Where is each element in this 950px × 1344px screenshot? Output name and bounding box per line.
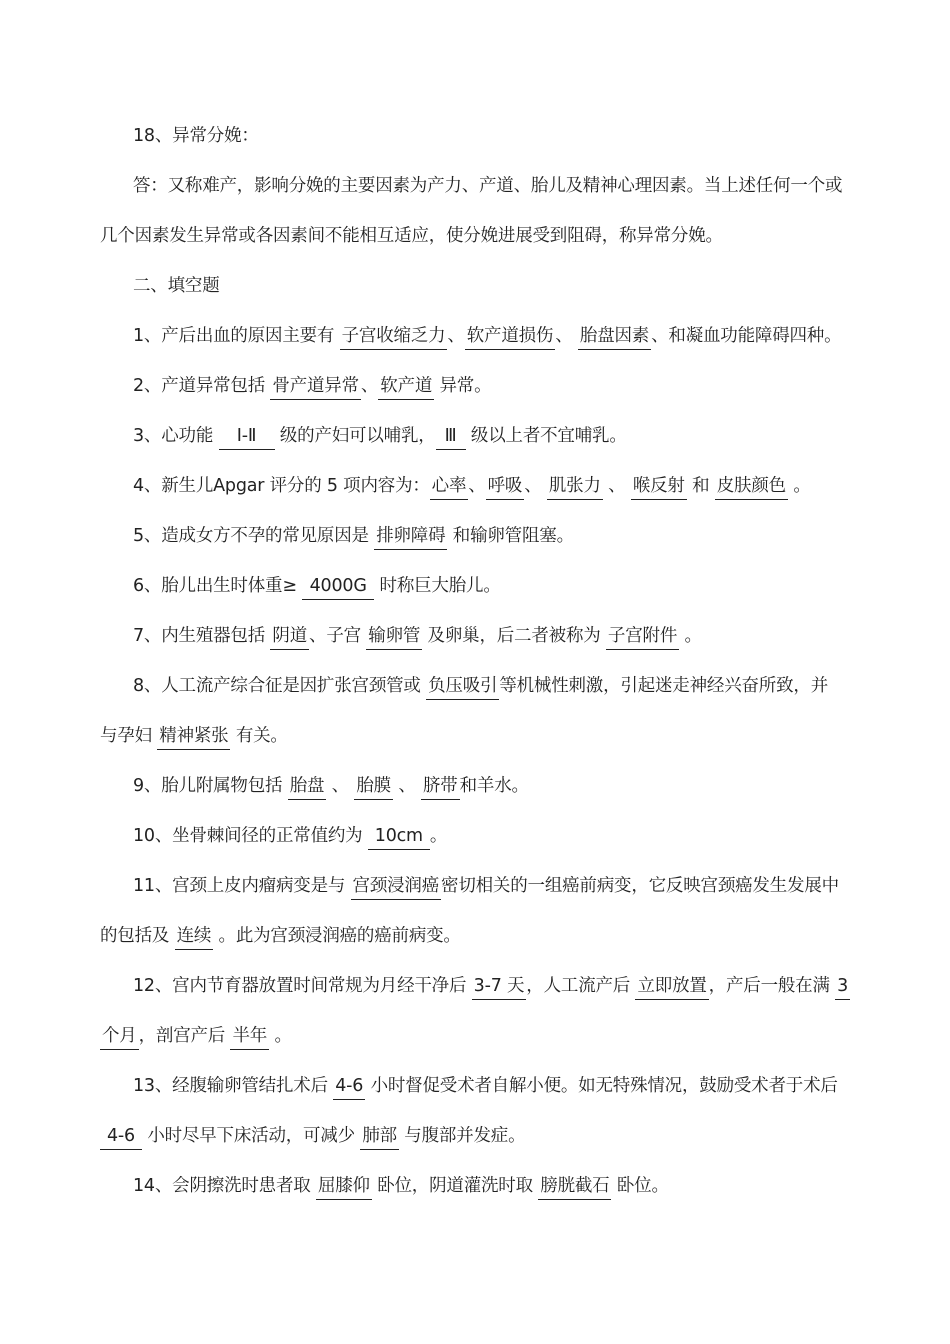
answer-blank: 精神紧张	[157, 724, 230, 750]
item-text: ，产后一般在满	[708, 976, 836, 996]
item-text: 、	[447, 326, 465, 346]
answer-blank: 肺部	[360, 1124, 399, 1150]
item-text: 7、内生殖器包括	[133, 626, 271, 646]
fill-item-8	[133, 674, 842, 700]
fill-item-11-continued	[100, 924, 842, 950]
item-text: 、	[602, 476, 631, 496]
answer-blank: 立即放置	[635, 974, 708, 1000]
item-text: 1、产后出血的原因主要有	[133, 326, 340, 346]
item-text: 。	[679, 626, 702, 646]
item-text: 8、人工流产综合征是因扩张宫颈管或	[133, 676, 427, 696]
answer-blank: 骨产道异常	[270, 374, 361, 400]
answer-blank: 负压吸引	[426, 674, 499, 700]
item-text: 9、胎儿附属物包括	[133, 776, 288, 796]
answer-blank: Ⅲ	[436, 424, 466, 450]
item-text: 。此为宫颈浸润癌的癌前病变。	[213, 926, 461, 946]
item-text: 的包括及	[100, 926, 175, 946]
item-text: 和羊水。	[459, 776, 529, 796]
fill-item-4	[133, 474, 842, 500]
answer-blank: 软产道损伤	[465, 324, 556, 350]
item-text: 卧位。	[611, 1176, 669, 1196]
fill-item-10	[133, 824, 842, 850]
answer-blank: 4000G	[302, 574, 374, 600]
fill-item-14	[133, 1174, 842, 1200]
fill-item-8-continued	[100, 724, 842, 750]
item-text: 10、坐骨棘间径的正常值约为	[133, 826, 368, 846]
item-text: 与腹部并发症。	[398, 1126, 526, 1146]
item-text: 4、新生儿Apgar 评分的 5 项内容为：	[133, 476, 430, 496]
answer-blank: 呼吸	[486, 474, 525, 500]
answer-blank: 阴道	[270, 624, 309, 650]
fill-item-5	[133, 524, 842, 550]
answer-blank: 子宫收缩乏力	[340, 324, 448, 350]
fill-item-11	[133, 874, 842, 900]
fill-item-13-continued	[100, 1124, 842, 1150]
answer-blank: 胎盘因素	[578, 324, 651, 350]
answer-blank: 子宫附件	[606, 624, 679, 650]
item-text: 11、宫颈上皮内瘤病变是与	[133, 876, 351, 896]
item-text: 等机械性刺激，引起迷走神经兴奋所致，并	[499, 676, 829, 696]
item-text: 异常。	[434, 376, 492, 396]
item-text: 和输卵管阻塞。	[447, 526, 574, 546]
answer-blank: 胎膜	[354, 774, 393, 800]
item-text: 小时尽早下床活动，可减少	[142, 1126, 361, 1146]
fill-item-7	[133, 624, 842, 650]
answer-blank: 宫颈浸润癌	[351, 874, 442, 900]
answer-blank: 胎盘	[288, 774, 327, 800]
item-text: 、	[524, 476, 547, 496]
answer-blank: 3	[835, 974, 850, 1000]
item-text: 12、宫内节育器放置时间常规为月经干净后	[133, 976, 472, 996]
fill-item-9	[133, 774, 842, 800]
section-heading: 二、填空题	[133, 276, 220, 296]
item-text: 、	[555, 326, 578, 346]
item-text: 、子宫	[309, 626, 367, 646]
question-18-title: 18、异常分娩：	[133, 126, 259, 146]
fill-item-12	[133, 974, 849, 1000]
answer-blank: 半年	[230, 1024, 269, 1050]
fill-item-2	[133, 374, 842, 400]
item-text: 卧位，阴道灌洗时取	[371, 1176, 539, 1196]
item-text: 2、产道异常包括	[133, 376, 271, 396]
item-text: 小时督促受术者自解小便。如无特殊情况，鼓励受术者于术后	[365, 1076, 838, 1096]
fill-item-6	[133, 574, 842, 600]
item-text: 级的产妇可以哺乳，	[274, 426, 436, 446]
answer-blank: 膀胱截石	[538, 1174, 611, 1200]
item-text: 时称巨大胎儿。	[374, 576, 501, 596]
question-18-answer-line-1: 答：又称难产，影响分娩的主要因素为产力、产道、胎儿及精神心理因素。当上述任何一个或	[133, 176, 843, 196]
item-text: ，剖宫产后	[138, 1026, 231, 1046]
fill-item-1	[133, 324, 842, 350]
item-text: 级以上者不宜哺乳。	[465, 426, 627, 446]
item-text: 。	[429, 826, 448, 846]
item-text: 密切相关的一组癌前病变，它反映宫颈癌发生发展中	[441, 876, 839, 896]
answer-blank: 软产道	[378, 374, 434, 400]
item-text: 和	[686, 476, 715, 496]
item-text: 、和凝血功能障碍四种。	[651, 326, 842, 346]
item-text: 、	[468, 476, 486, 496]
item-text: 有关。	[230, 726, 288, 746]
fill-item-12-continued	[100, 1024, 842, 1050]
answer-blank: 屈膝仰	[316, 1174, 372, 1200]
answer-blank: 喉反射	[631, 474, 687, 500]
item-text: 及卵巢，后二者被称为	[422, 626, 606, 646]
item-text: ，人工流产后	[526, 976, 636, 996]
answer-blank: 心率	[430, 474, 469, 500]
item-text: 3、心功能	[133, 426, 219, 446]
answer-blank: 10cm	[368, 824, 430, 850]
item-text: 、	[392, 776, 421, 796]
item-text: 5、造成女方不孕的常见原因是	[133, 526, 375, 546]
item-text: 与孕妇	[100, 726, 158, 746]
item-text: 。	[269, 1026, 292, 1046]
answer-blank: 排卵障碍	[374, 524, 447, 550]
answer-blank: 3-7 天	[472, 974, 527, 1000]
item-text: 14、会阴擦洗时患者取	[133, 1176, 316, 1196]
answer-blank: 肌张力	[547, 474, 603, 500]
item-text: 、	[326, 776, 355, 796]
answer-blank: 输卵管	[366, 624, 422, 650]
answer-blank: 4-6	[100, 1124, 142, 1150]
fill-item-13	[133, 1074, 842, 1100]
answer-blank: 个月	[100, 1024, 139, 1050]
answer-blank: Ⅰ-Ⅱ	[219, 424, 275, 450]
answer-blank: 脐带	[421, 774, 460, 800]
answer-blank: 4-6	[333, 1074, 365, 1100]
item-text: 6、胎儿出生时体重≥	[133, 576, 303, 596]
answer-blank: 连续	[175, 924, 214, 950]
question-18-answer-line-2: 几个因素发生异常或各因素间不能相互适应，使分娩进展受到阻碍，称异常分娩。	[100, 226, 723, 246]
fill-item-3	[133, 424, 842, 450]
answer-blank: 皮肤颜色	[715, 474, 788, 500]
item-text: 13、经腹输卵管结扎术后	[133, 1076, 334, 1096]
item-text: 。	[787, 476, 811, 496]
item-text: 、	[360, 376, 379, 396]
